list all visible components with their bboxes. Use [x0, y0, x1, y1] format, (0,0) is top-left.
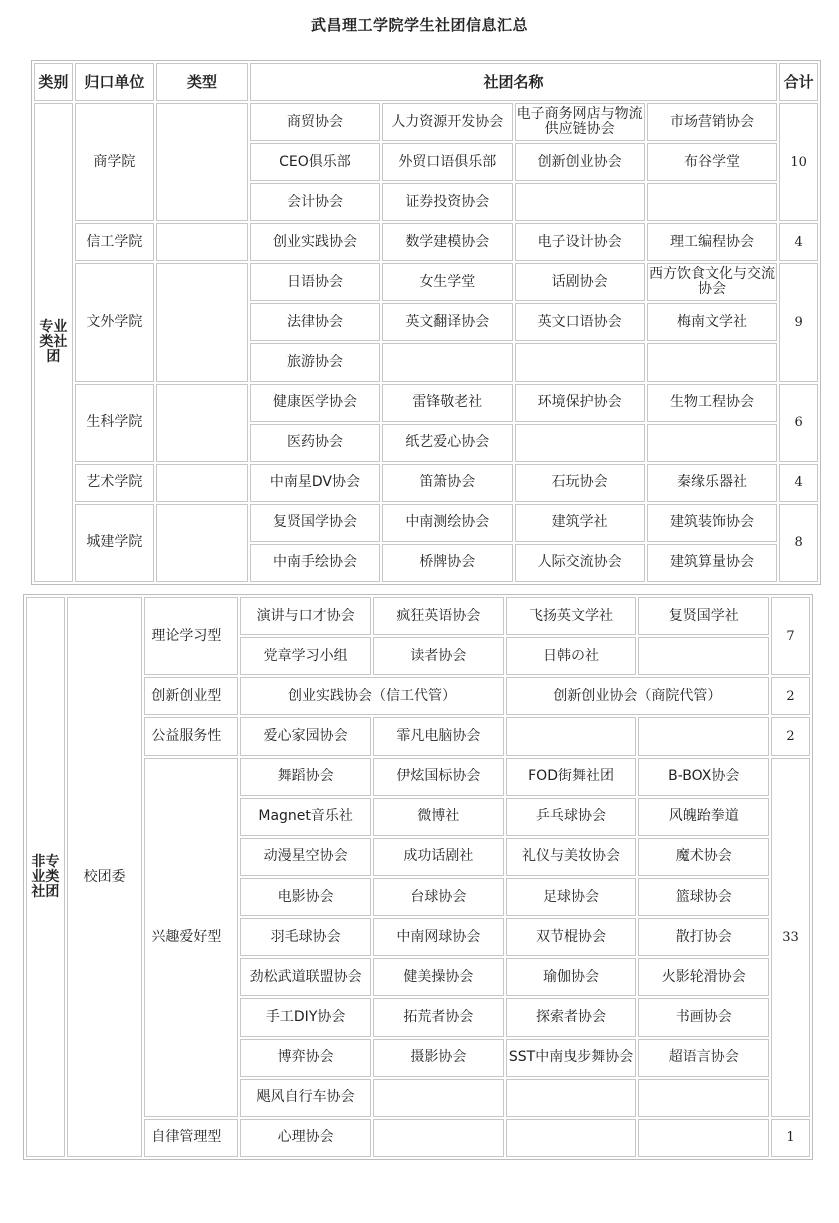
- category-non-professional: 非专业类社团: [26, 597, 65, 1157]
- club-name: [515, 424, 645, 462]
- club-name: 心理协会: [240, 1119, 371, 1157]
- club-name: 魔术协会: [638, 838, 769, 876]
- club-name: 外贸口语俱乐部: [382, 143, 512, 181]
- club-name: 篮球协会: [638, 878, 769, 916]
- table-row: [26, 597, 810, 635]
- club-name: 商贸协会: [250, 103, 380, 141]
- club-name: 健美操协会: [373, 958, 504, 996]
- club-name: 疯狂英语协会: [373, 597, 504, 635]
- club-name: 石玩协会: [515, 464, 645, 502]
- club-name: 复贤国学协会: [250, 504, 380, 542]
- club-name: 日语协会: [250, 263, 380, 301]
- club-name: SST中南曳步舞协会: [506, 1039, 637, 1077]
- club-name: 双节棍协会: [506, 918, 637, 956]
- club-name: CEO俱乐部: [250, 143, 380, 181]
- header-row: [34, 63, 818, 101]
- club-name: [506, 1079, 637, 1117]
- club-name: [647, 343, 777, 381]
- club-name: 动漫星空协会: [240, 838, 371, 876]
- club-name: 羽毛球协会: [240, 918, 371, 956]
- unit-name: 艺术学院: [75, 464, 154, 502]
- club-name: 中南网球协会: [373, 918, 504, 956]
- club-name: 散打协会: [638, 918, 769, 956]
- unit-name: 校团委: [67, 597, 143, 1157]
- header-total: 合计: [779, 63, 818, 101]
- club-name: 梅南文学社: [647, 303, 777, 341]
- club-name: 演讲与口才协会: [240, 597, 371, 635]
- table-row: [34, 223, 818, 261]
- club-name: 劲松武道联盟协会: [240, 958, 371, 996]
- club-name: 拓荒者协会: [373, 998, 504, 1036]
- club-name: [515, 183, 645, 221]
- club-name: 建筑装饰协会: [647, 504, 777, 542]
- club-name: 创新创业协会（商院代管）: [506, 677, 769, 715]
- club-name: 布谷学堂: [647, 143, 777, 181]
- unit-type: [156, 384, 248, 462]
- club-name: 建筑算量协会: [647, 544, 777, 582]
- club-name: [638, 637, 769, 675]
- type-total: 2: [771, 717, 810, 755]
- header-unit: 归口单位: [75, 63, 154, 101]
- type-name: 理论学习型: [144, 597, 238, 675]
- club-name: 书画协会: [638, 998, 769, 1036]
- club-name: 法律协会: [250, 303, 380, 341]
- professional-clubs-table: [31, 60, 821, 585]
- club-name: 飓风自行车协会: [240, 1079, 371, 1117]
- club-name: 摄影协会: [373, 1039, 504, 1077]
- unit-total: 8: [779, 504, 818, 582]
- unit-total: 4: [779, 464, 818, 502]
- club-name: [506, 1119, 637, 1157]
- club-name: [373, 1119, 504, 1157]
- table-row: [26, 758, 810, 796]
- club-name: 医药协会: [250, 424, 380, 462]
- club-name: 英文翻译协会: [382, 303, 512, 341]
- club-name: 中南手绘协会: [250, 544, 380, 582]
- club-name: 乒乓球协会: [506, 798, 637, 836]
- club-name: 英文口语协会: [515, 303, 645, 341]
- club-name: 建筑学社: [515, 504, 645, 542]
- club-name: 话剧协会: [515, 263, 645, 301]
- club-name: [638, 1079, 769, 1117]
- club-name: [515, 343, 645, 381]
- table-row: [34, 103, 818, 141]
- club-name: 探索者协会: [506, 998, 637, 1036]
- club-name: [382, 343, 512, 381]
- table-row: [34, 384, 818, 422]
- club-name: [638, 1119, 769, 1157]
- club-name: B-BOX协会: [638, 758, 769, 796]
- unit-type: [156, 103, 248, 221]
- unit-type: [156, 223, 248, 261]
- club-name: 人力资源开发协会: [382, 103, 512, 141]
- type-total: 1: [771, 1119, 810, 1157]
- table-row: [34, 263, 818, 301]
- unit-total: 6: [779, 384, 818, 462]
- club-name: 会计协会: [250, 183, 380, 221]
- club-name: 雷锋敬老社: [382, 384, 512, 422]
- table-row: [26, 677, 810, 715]
- club-name: 足球协会: [506, 878, 637, 916]
- club-name: 创新创业协会: [515, 143, 645, 181]
- club-name: [506, 717, 637, 755]
- type-total: 33: [771, 758, 810, 1117]
- unit-name: 文外学院: [75, 263, 154, 381]
- unit-type: [156, 263, 248, 381]
- type-name: 创新创业型: [144, 677, 238, 715]
- club-name: 火影轮滑协会: [638, 958, 769, 996]
- club-name: 数学建模协会: [382, 223, 512, 261]
- club-name: 电影协会: [240, 878, 371, 916]
- club-name: 手工DIY协会: [240, 998, 371, 1036]
- unit-name: 商学院: [75, 103, 154, 221]
- club-name: Magnet音乐社: [240, 798, 371, 836]
- club-name: 爱心家园协会: [240, 717, 371, 755]
- club-name: 瑜伽协会: [506, 958, 637, 996]
- club-name: 女生学堂: [382, 263, 512, 301]
- club-name: 台球协会: [373, 878, 504, 916]
- table-row: [34, 504, 818, 542]
- club-name: 伊炫国标协会: [373, 758, 504, 796]
- unit-type: [156, 504, 248, 582]
- unit-type: [156, 464, 248, 502]
- club-name: 证券投资协会: [382, 183, 512, 221]
- header-type: 类型: [156, 63, 248, 101]
- club-name: 环境保护协会: [515, 384, 645, 422]
- club-name: 健康医学协会: [250, 384, 380, 422]
- type-name: 自律管理型: [144, 1119, 238, 1157]
- club-name: 读者协会: [373, 637, 504, 675]
- type-total: 7: [771, 597, 810, 675]
- club-name: 日韩の社: [506, 637, 637, 675]
- unit-name: 城建学院: [75, 504, 154, 582]
- club-name: 飞扬英文学社: [506, 597, 637, 635]
- type-name: 公益服务性: [144, 717, 238, 755]
- category-professional: 专业类社团: [34, 103, 73, 582]
- unit-name: 信工学院: [75, 223, 154, 261]
- club-name: 微博社: [373, 798, 504, 836]
- club-name: 中南测绘协会: [382, 504, 512, 542]
- club-name: 舞蹈协会: [240, 758, 371, 796]
- unit-total: 9: [779, 263, 818, 381]
- header-name: 社团名称: [250, 63, 777, 101]
- club-name: 超语言协会: [638, 1039, 769, 1077]
- club-name: 理工编程协会: [647, 223, 777, 261]
- club-name: 旅游协会: [250, 343, 380, 381]
- club-name: [638, 717, 769, 755]
- club-name: FOD街舞社团: [506, 758, 637, 796]
- club-name: 笛箫协会: [382, 464, 512, 502]
- header-category: 类别: [34, 63, 73, 101]
- club-name: [373, 1079, 504, 1117]
- club-name: 创业实践协会: [250, 223, 380, 261]
- page-title: 武昌理工学院学生社团信息汇总: [310, 16, 528, 34]
- club-name: 霏凡电脑协会: [373, 717, 504, 755]
- club-name: 创业实践协会（信工代管）: [240, 677, 503, 715]
- club-name: [647, 424, 777, 462]
- non-professional-clubs-table: [23, 594, 813, 1160]
- club-name: 秦缘乐器社: [647, 464, 777, 502]
- club-name: 复贤国学社: [638, 597, 769, 635]
- type-name: 兴趣爱好型: [144, 758, 238, 1117]
- club-name: 人际交流协会: [515, 544, 645, 582]
- table-row: [26, 717, 810, 755]
- club-name: [647, 183, 777, 221]
- unit-total: 10: [779, 103, 818, 221]
- club-name: 礼仪与美妆协会: [506, 838, 637, 876]
- club-name: 电子设计协会: [515, 223, 645, 261]
- club-name: 电子商务网店与物流供应链协会: [515, 103, 645, 141]
- table-row: [34, 464, 818, 502]
- club-name: 桥牌协会: [382, 544, 512, 582]
- type-total: 2: [771, 677, 810, 715]
- club-name: 生物工程协会: [647, 384, 777, 422]
- club-name: 市场营销协会: [647, 103, 777, 141]
- club-name: 西方饮食文化与交流协会: [647, 263, 777, 301]
- club-name: 纸艺爱心协会: [382, 424, 512, 462]
- table-row: [26, 1119, 810, 1157]
- club-name: 中南星DV协会: [250, 464, 380, 502]
- club-name: 成功话剧社: [373, 838, 504, 876]
- club-name: 风魄跆拳道: [638, 798, 769, 836]
- unit-name: 生科学院: [75, 384, 154, 462]
- club-name: 博弈协会: [240, 1039, 371, 1077]
- unit-total: 4: [779, 223, 818, 261]
- club-name: 党章学习小组: [240, 637, 371, 675]
